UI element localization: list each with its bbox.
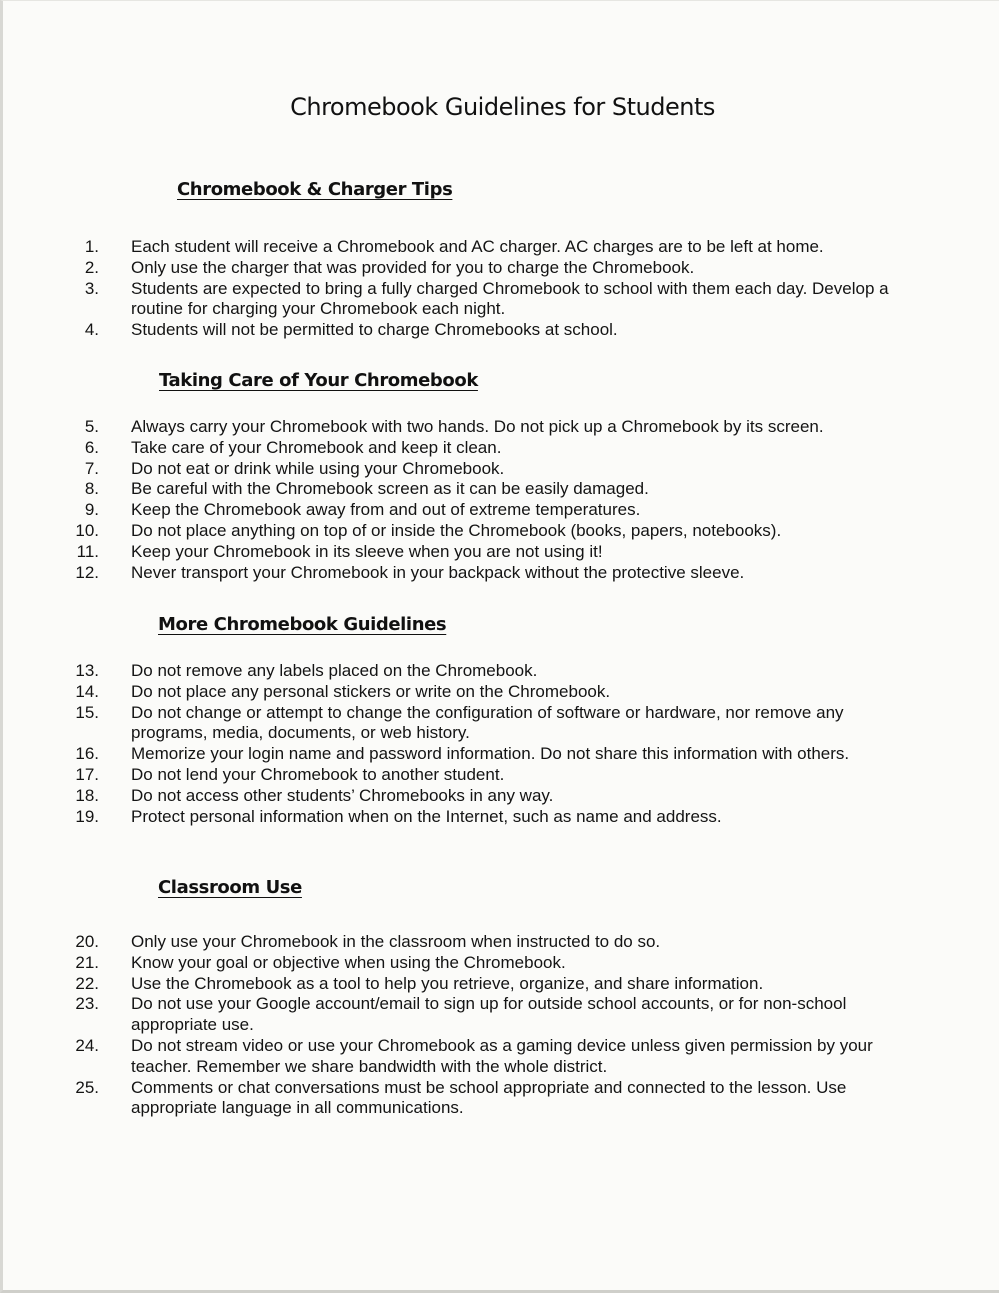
item-text: Do not use your Google account/email to sign up for outside school accounts, or for non-school appropriate use. <box>131 994 847 1035</box>
item-text: Students are expected to bring a fully charged Chromebook to school with them each day. Develop a routine for charging your Chromebook each night. <box>131 278 889 319</box>
item-text: Never transport your Chromebook in your backpack without the protective sleeve. <box>131 562 745 582</box>
page-title: Chromebook Guidelines for Students <box>290 93 715 121</box>
list-item <box>3 974 999 995</box>
item-text: Memorize your login name and password information. Do not share this information with others. <box>131 744 850 764</box>
item-number: 21. <box>75 952 99 972</box>
list-item <box>3 258 999 279</box>
item-text: Do not stream video or use your Chromebook as a gaming device unless given permission by your teacher. Remember we share bandwidth with the whole district. <box>131 1035 873 1076</box>
item-text: Do not change or attempt to change the configuration of software or hardware, nor remove any programs, media, documents, or web history. <box>131 702 844 743</box>
item-number: 1. <box>84 237 99 256</box>
item-number: 5. <box>84 417 99 436</box>
list-item <box>3 542 999 563</box>
list-item <box>3 1036 999 1078</box>
section-heading-classroom-use: Classroom Use <box>158 877 302 898</box>
list-item <box>3 703 999 745</box>
list-item <box>3 279 999 321</box>
item-number: 11. <box>76 541 99 561</box>
list-item <box>3 563 999 584</box>
list-item <box>3 744 999 765</box>
item-number: 20. <box>75 932 99 951</box>
item-text: Students will not be permitted to charge Chromebooks at school. <box>131 320 618 340</box>
item-number: 4. <box>84 320 99 340</box>
list-item <box>3 521 999 542</box>
item-number: 23. <box>75 994 99 1014</box>
list-item <box>3 765 999 786</box>
list-item <box>3 479 999 500</box>
item-text: Know your goal or objective when using the Chromebook. <box>131 952 566 972</box>
item-text: Do not place anything on top of or inside the Chromebook (books, papers, notebooks). <box>131 520 782 540</box>
section-heading-charger-tips: Chromebook & Charger Tips <box>177 179 453 200</box>
item-number: 10. <box>75 520 99 540</box>
list-item <box>3 994 999 1036</box>
list-charger-tips <box>3 237 999 341</box>
list-item <box>3 500 999 521</box>
item-number: 14. <box>75 681 99 701</box>
list-item <box>3 1078 999 1120</box>
section-heading-more-guidelines: More Chromebook Guidelines <box>158 614 447 635</box>
item-text: Do not access other students’ Chromebooks in any way. <box>131 785 554 805</box>
item-number: 17. <box>75 764 99 784</box>
item-text: Be careful with the Chromebook screen as it can be easily damaged. <box>131 479 649 499</box>
item-text: Only use your Chromebook in the classroom when instructed to do so. <box>131 932 661 951</box>
item-number: 9. <box>84 500 99 520</box>
item-text: Protect personal information when on the Internet, such as name and address. <box>131 806 722 826</box>
item-text: Always carry your Chromebook with two hands. Do not pick up a Chromebook by its screen. <box>131 417 824 436</box>
list-more-guidelines <box>3 661 999 827</box>
item-text: Do not place any personal stickers or write on the Chromebook. <box>131 681 611 701</box>
list-item <box>3 417 999 438</box>
item-text: Each student will receive a Chromebook and AC charger. AC charges are to be left at home. <box>131 237 824 256</box>
item-text: Keep the Chromebook away from and out of extreme temperatures. <box>131 500 641 520</box>
item-number: 8. <box>84 479 99 499</box>
list-item <box>3 953 999 974</box>
item-number: 15. <box>75 702 99 722</box>
item-number: 3. <box>84 278 99 298</box>
item-text: Take care of your Chromebook and keep it clean. <box>131 437 502 457</box>
list-item <box>3 932 999 953</box>
item-text: Do not lend your Chromebook to another student. <box>131 764 505 784</box>
item-text: Only use the charger that was provided for you to charge the Chromebook. <box>131 257 695 277</box>
item-number: 18. <box>75 785 99 805</box>
list-item <box>3 320 999 341</box>
list-item <box>3 438 999 459</box>
item-number: 2. <box>84 257 99 277</box>
list-item <box>3 459 999 480</box>
item-text: Comments or chat conversations must be school appropriate and connected to the lesson. Use appropriate language in all communications. <box>131 1077 847 1118</box>
item-number: 12. <box>75 562 99 582</box>
list-classroom-use <box>3 932 999 1119</box>
item-number: 25. <box>75 1077 99 1097</box>
item-number: 6. <box>84 437 99 457</box>
list-taking-care <box>3 417 999 583</box>
item-number: 7. <box>84 458 99 478</box>
item-number: 24. <box>75 1035 99 1055</box>
list-item <box>3 682 999 703</box>
list-item <box>3 786 999 807</box>
item-text: Keep your Chromebook in its sleeve when you are not using it! <box>131 541 603 561</box>
section-heading-taking-care: Taking Care of Your Chromebook <box>159 370 478 391</box>
list-item <box>3 807 999 828</box>
item-number: 19. <box>75 806 99 826</box>
item-text: Use the Chromebook as a tool to help you retrieve, organize, and share information. <box>131 973 764 993</box>
item-number: 16. <box>75 744 99 764</box>
item-number: 13. <box>75 661 99 680</box>
list-item <box>3 661 999 682</box>
item-text: Do not eat or drink while using your Chromebook. <box>131 458 505 478</box>
item-number: 22. <box>75 973 99 993</box>
item-text: Do not remove any labels placed on the Chromebook. <box>131 661 538 680</box>
list-item <box>3 237 999 258</box>
